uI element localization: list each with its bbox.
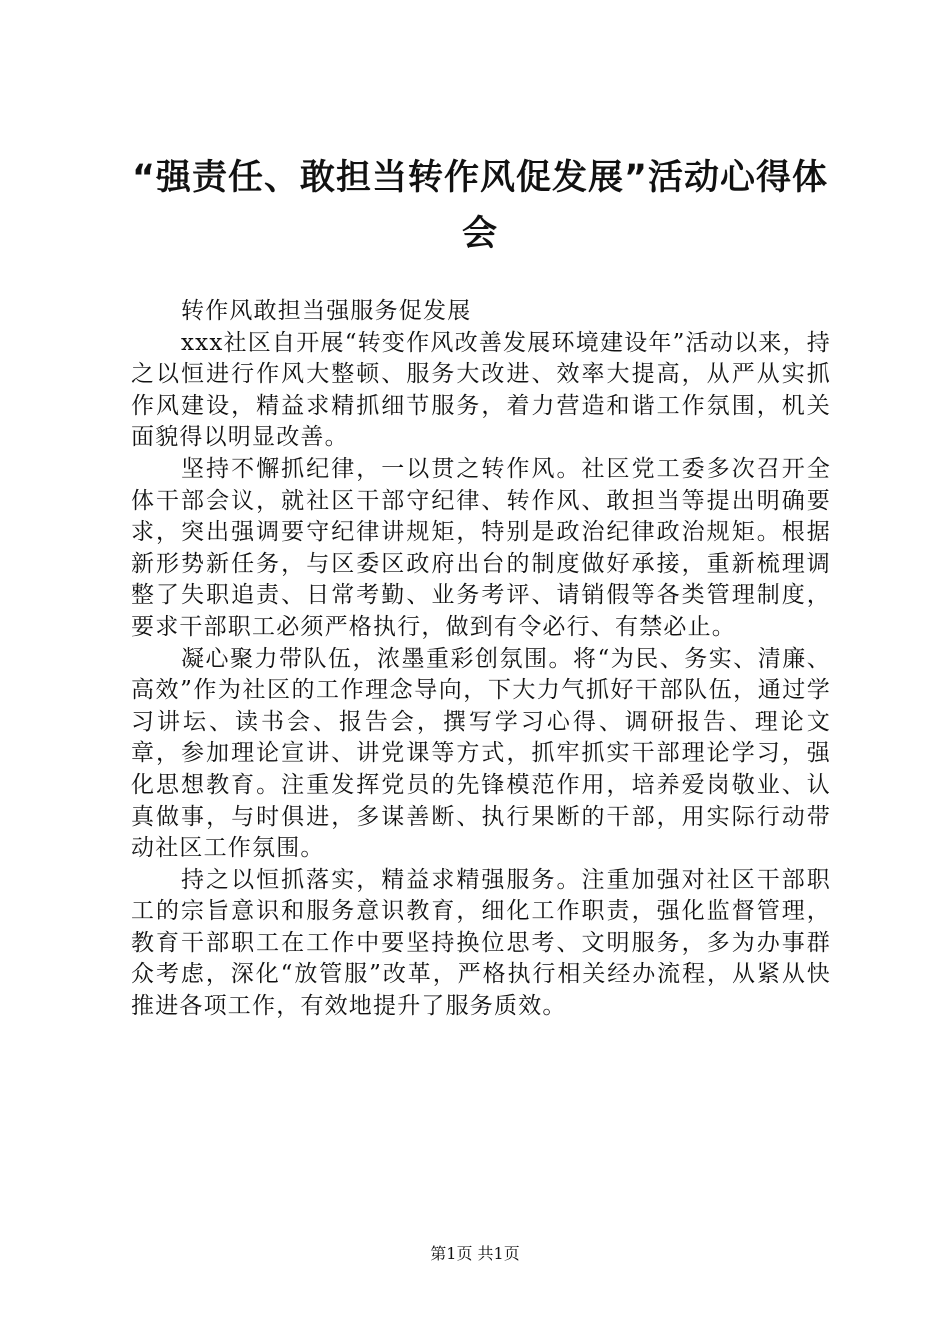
body-paragraph-team: 凝心聚力带队伍，浓墨重彩创氛围。将“为民、务实、清廉、高效”作为社区的工作理念导向，下大力气抓好干部队伍，通过学习讲坛、读书会、报告会，撰写学习心得、调研报告、理论文章，参加理论宣讲、讲党课等方式，抓牢抓实干部理论学习，强化思想教育。注重发挥党员的先锋模范作用，培养爱岗敬业、认真做事，与时俱进，多谋善断、执行果断的干部，用实际行动带动社区工作氛围。	[131, 645, 831, 862]
body-paragraph-service: 持之以恒抓落实，精益求精强服务。注重加强对社区干部职工的宗旨意识和服务意识教育，细化工作职责，强化监督管理，教育干部职工在工作中要坚持换位思考、文明服务，多为办事群众考虑，深化“放管服”改革，严格执行相关经办流程，从紧从快推进各项工作，有效地提升了服务质效。	[131, 866, 831, 1020]
subtitle-paragraph: 转作风敢担当强服务促发展	[181, 298, 472, 324]
body-paragraph-discipline: 坚持不懈抓纪律，一以贯之转作风。社区党工委多次召开全体干部会议，就社区干部守纪律、转作风、敢担当等提出明确要求，突出强调要守纪律讲规矩，特别是政治纪律政治规矩。根据新形势新任务，与区委区政府出台的制度做好承接，重新梳理调整了失职追责、日常考勤、业务考评、请销假等各类管理制度，要求干部职工必须严格执行，做到有令必行、有禁必止。	[131, 455, 831, 640]
document-body	[131, 296, 831, 1023]
document-title: “强责任、敢担当转作风促发展”活动心得体会	[131, 158, 828, 254]
page-number-footer: 第1页 共1页	[430, 1244, 520, 1263]
body-paragraph-intro: xxx社区自开展“转变作风改善发展环境建设年”活动以来，持之以恒进行作风大整顿、服务大改进、效率大提高，从严从实抓作风建设，精益求精抓细节服务，着力营造和谐工作氛围，机关面貌得以明显改善。	[131, 329, 831, 451]
